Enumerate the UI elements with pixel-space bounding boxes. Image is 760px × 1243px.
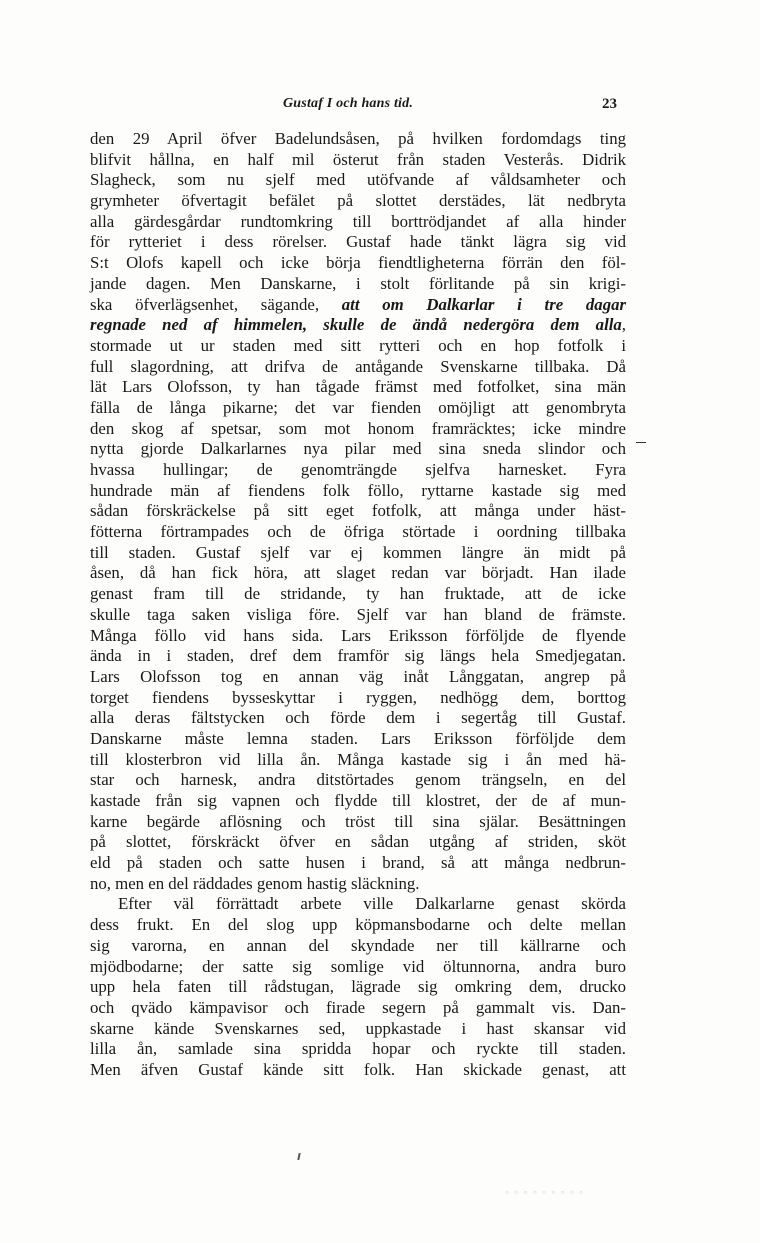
text-line: skulle taga saken visliga före. Sjelf var han bland de främste. [90, 604, 626, 624]
text-line: S:t Olofs kapell och icke börja fiendtligheterna förrän den föl- [90, 253, 626, 273]
text-segment: ska öfverlägsenhet, sägande, [90, 294, 342, 314]
text-body [90, 129, 626, 1081]
text-segment: , [621, 315, 626, 335]
text-line: åsen, då han fick höra, att slaget redan var börjadt. Han ilade [90, 563, 626, 583]
text-line: no, men en del räddades genom hastig släckning. [90, 873, 420, 893]
text-line: torget fiendens bysseskyttar i ryggen, nedhögg dem, borttog [90, 687, 626, 707]
library-stamp: ◦ ◦ ◦ ◦ ◦ ◦ ◦ ◦ ◦ [505, 1185, 585, 1199]
text-line: upp hela faten till rådstugan, lägrade sig omkring dem, drucko [90, 977, 626, 997]
margin-mark [636, 442, 646, 443]
text-line: till staden. Gustaf sjelf var ej kommen längre än midt på [90, 542, 626, 562]
text-line: genast fram till de stridande, ty han fruktade, att de icke [90, 584, 626, 604]
page-header [90, 96, 626, 118]
text-line: Men äfven Gustaf kände sitt folk. Han skickade genast, att [90, 1059, 626, 1079]
text-line: Många föllo vid hans sida. Lars Eriksson förföljde de flyende [90, 625, 626, 645]
text-line: sig varorna, en annan del skyndade ner till källrarne och [90, 935, 626, 955]
running-title: Gustaf I och hans tid. [283, 96, 414, 111]
text-line: Slagheck, som nu sjelf med utöfvande af våldsamheter och [90, 170, 626, 190]
text-line: kastade från sig vapnen och flydde till klostret, der de af mun- [90, 791, 626, 810]
text-line: och qvädo kämpavisor och firade segern på gammalt vis. Dan- [90, 997, 626, 1017]
text-line: alla deras fältstycken och förde dem i segertåg till Gustaf. [90, 708, 626, 728]
text-line: lilla ån, samlade sina spridda hopar och ryckte till staden. [90, 1039, 626, 1059]
text-line: dess frukt. En del slog upp köpmansbodarne och delte mellan [90, 915, 626, 935]
text-line: hvassa hullingar; de genomträngde sjelfva harnesket. Fyra [90, 460, 626, 479]
text-line: alla gärdesgårdar rundtomkring till borttrödjandet af alla hinder [90, 211, 626, 231]
text-line: hundrade män af fiendens folk föllo, ryttarne kastade sig med [90, 480, 626, 500]
text-line [90, 295, 626, 316]
text-line: stormade ut ur staden med sitt rytteri och en hop fotfolk i [90, 335, 626, 355]
text-line: karne begärde aflösning och tröst till sina själar. Besättningen [90, 811, 626, 831]
italic-quote: att om Dalkarlar i tre dagar [341, 294, 627, 314]
text-line: för rytteriet i dess rörelser. Gustaf hade tänkt lägra sig vid [90, 232, 626, 252]
text-line [90, 315, 626, 336]
text-line: nytta gjorde Dalkarlarnes nya pilar med sina sneda slindor och [90, 439, 626, 459]
text-line: grymheter öfvertagit befälet på slottet derstädes, lät nedbryta [90, 191, 626, 211]
text-line: Efter väl förrättadt arbete ville Dalkarlarne genast skörda [118, 894, 626, 914]
text-line: fälla de långa pikarne; det var fienden omöjligt att genombryta [90, 397, 626, 417]
text-line: den 29 April öfver Badelundsåsen, på hvilken fordomdags ting [90, 129, 626, 148]
text-line: blifvit hållna, en half mil österut från staden Vesterås. Didrik [90, 149, 626, 169]
text-line: den skog af spetsar, som mot honom framräcktes; icke mindre [90, 418, 626, 438]
text-line: jande dagen. Men Danskarne, i stolt förlitande på sin krigi- [90, 273, 626, 293]
text-line: full slagordning, att drifva de antågande Svenskarne tillbaka. Då [90, 356, 626, 376]
page-number: 23 [602, 96, 617, 112]
text-line: sådan förskräckelse på sitt eget fotfolk, att många under häst- [90, 501, 626, 521]
text-line: lät Lars Olofsson, ty han tågade främst med fotfolket, sina män [90, 377, 626, 397]
text-line: skarne kände Svenskarnes sed, uppkastade i hast skansar vid [90, 1018, 626, 1038]
text-line: mjödbodarne; der satte sig somlige vid öltunnorna, andra buro [90, 956, 626, 976]
italic-quote: regnade ned af himmelen, skulle de ändå nedergöra dem alla [90, 315, 622, 335]
text-line: star och harnesk, andra ditstörtades genom trängseln, en del [90, 770, 626, 790]
text-line: på slottet, förskräckt öfver en sådan utgång af striden, sköt [90, 832, 626, 852]
text-line: Lars Olofsson tog en annan väg inåt Långgatan, angrep på [90, 666, 626, 686]
ink-mark [297, 1153, 300, 1160]
text-line: Danskarne måste lemna staden. Lars Eriksson förföljde dem [90, 728, 626, 748]
text-line: ända in i staden, dref dem framför sig längs hela Smedjegatan. [90, 646, 626, 666]
text-line: fötterna förtrampades och de öfriga störtade i oordning tillbaka [90, 522, 626, 542]
text-line: eld på staden och satte husen i brand, så att många nedbrun- [90, 853, 626, 873]
text-line: till klosterbron vid lilla ån. Många kastade sig i ån med hä- [90, 749, 626, 769]
